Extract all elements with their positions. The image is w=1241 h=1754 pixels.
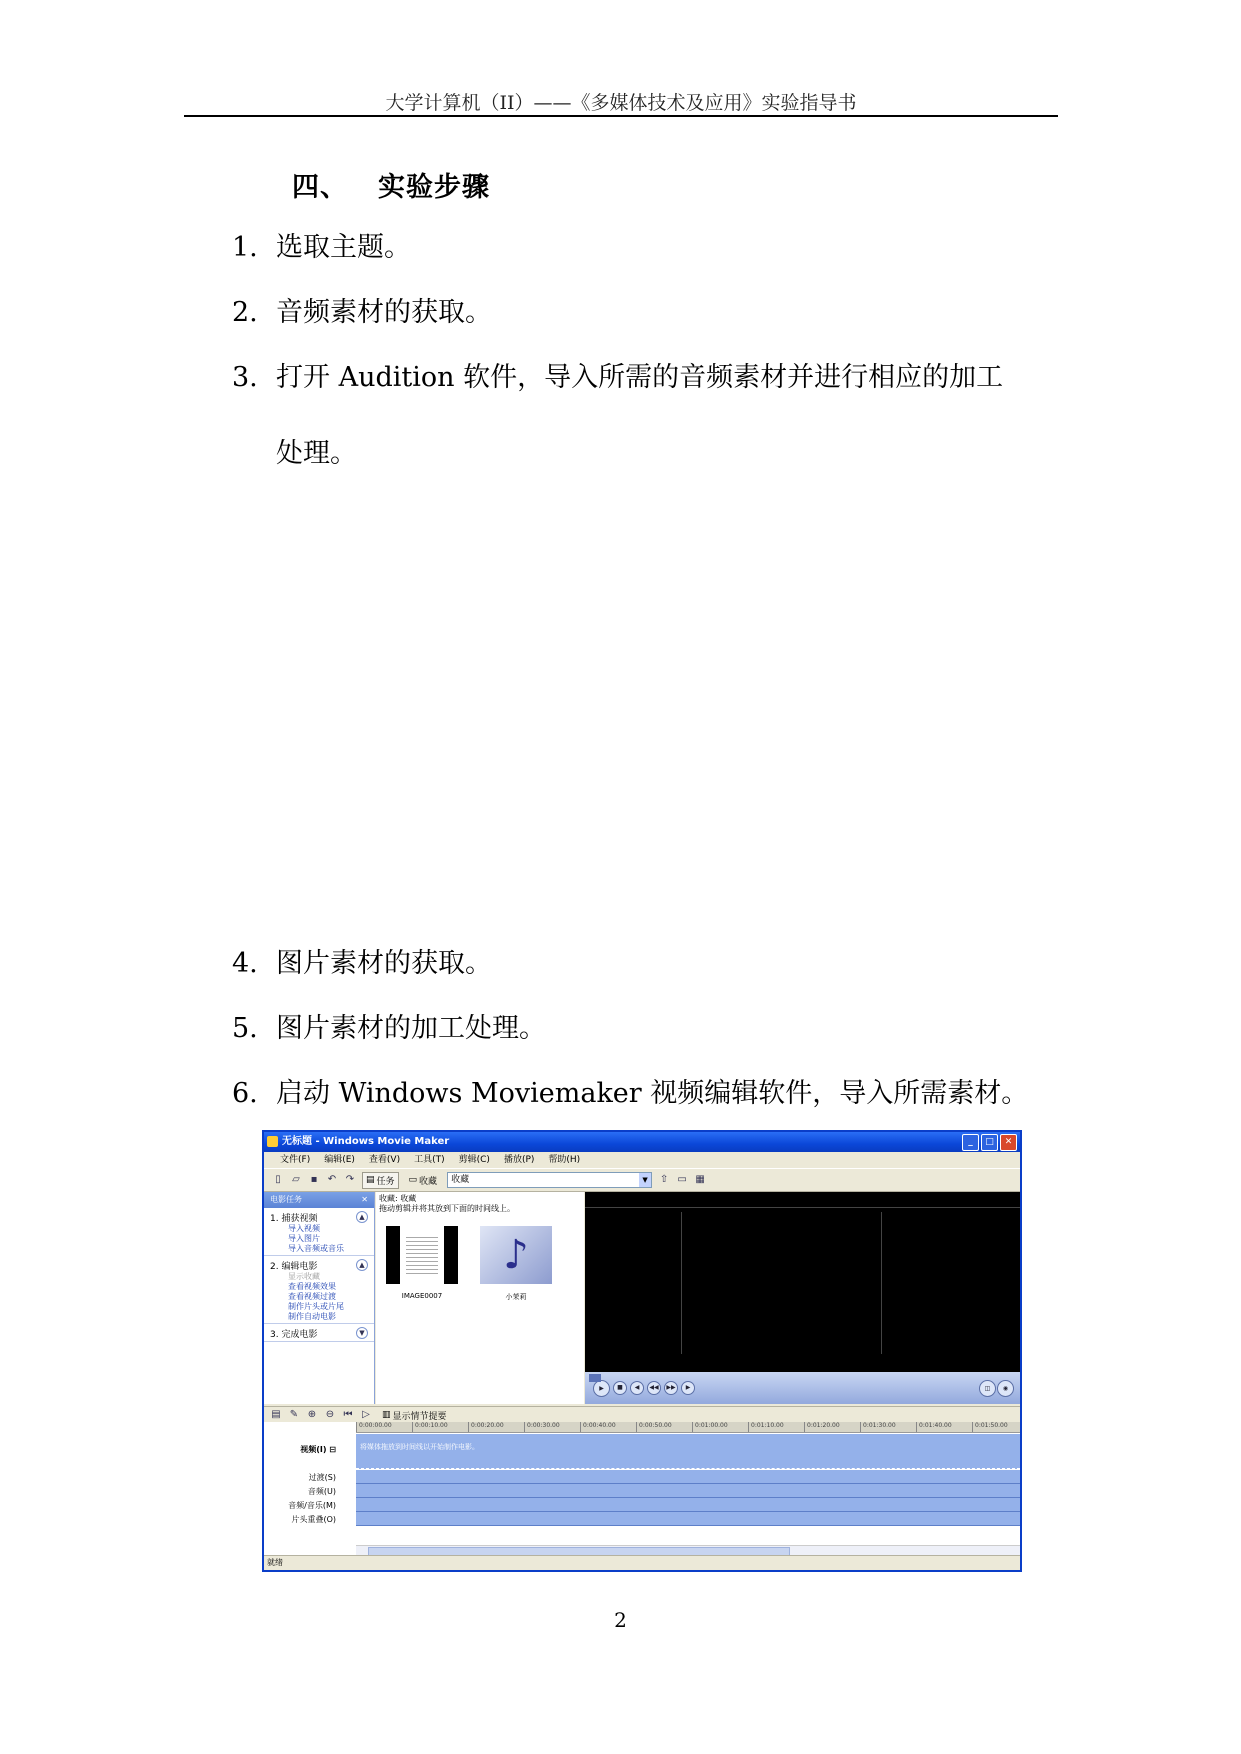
track-video[interactable]: [356, 1434, 1020, 1469]
music-note-icon: ♪: [480, 1226, 552, 1284]
step-5: 5. 图片素材的加工处理。: [232, 1013, 546, 1044]
play-icon[interactable]: ▶: [593, 1380, 610, 1397]
window-title: 无标题 - Windows Movie Maker: [282, 1136, 450, 1147]
task-group-capture: 1. 捕获视频 ▲ 导入视频 导入图片 导入音频或音乐: [264, 1208, 374, 1256]
step-3-continuation: 处理。: [276, 438, 357, 469]
page-number: 2: [614, 1608, 627, 1632]
track-audio[interactable]: [356, 1484, 1020, 1498]
fast-forward-icon[interactable]: ▶▶: [664, 1381, 678, 1395]
movie-tasks-header: 电影任务 ✕: [264, 1192, 374, 1208]
timeline: [264, 1422, 1020, 1556]
collection-hint: 拖动剪辑并将其放到下面的时间线上。: [379, 1204, 515, 1213]
step-4: 4. 图片素材的获取。: [232, 948, 492, 979]
play-timeline-icon[interactable]: ▷: [362, 1409, 370, 1420]
timeline-hint: 将媒体拖放到时间线以开始制作电影。: [360, 1443, 479, 1451]
task-group-finish: 3. 完成电影 ▼: [264, 1324, 374, 1342]
task-link-titles-credits[interactable]: 制作片头或片尾: [288, 1302, 344, 1311]
step-3: 3. 打开 Audition 软件，导入所需的音频素材并进行相应的加工: [232, 362, 1004, 393]
task-link-show-collections: 显示收藏: [288, 1272, 320, 1281]
seek-slider[interactable]: [589, 1374, 601, 1382]
moviemaker-window: [262, 1130, 1022, 1572]
zoom-in-icon[interactable]: ⊕: [307, 1409, 317, 1420]
zoom-out-icon[interactable]: ⊖: [325, 1409, 335, 1420]
redo-icon[interactable]: ↷: [345, 1174, 355, 1185]
track-label-transition: 过渡(S): [308, 1473, 336, 1482]
track-label-title-overlay: 片头重叠(O): [291, 1515, 336, 1524]
maximize-button[interactable]: □: [981, 1134, 998, 1151]
step-6: 6. 启动 Windows Moviemaker 视频编辑软件，导入所需素材。: [232, 1078, 1029, 1109]
menu-bar: [264, 1152, 1020, 1168]
snapshot-icon[interactable]: ◉: [997, 1380, 1014, 1397]
chevron-down-icon[interactable]: ▼: [356, 1327, 368, 1339]
narrate-icon[interactable]: ✎: [289, 1409, 299, 1420]
preview-monitor: [585, 1192, 1020, 1404]
status-bar: 就绪: [264, 1555, 1020, 1570]
up-level-icon[interactable]: ⇧: [659, 1174, 669, 1185]
folder-icon: ▭: [408, 1175, 418, 1185]
task-group-edit: 2. 编辑电影 ▲ 显示收藏 查看视频效果 查看视频过渡 制作片头或片尾 制作自动电影: [264, 1256, 374, 1324]
task-link-import-audio[interactable]: 导入音频或音乐: [288, 1244, 344, 1253]
close-pane-icon[interactable]: ✕: [361, 1195, 368, 1204]
task-link-import-video[interactable]: 导入视频: [288, 1224, 320, 1233]
save-project-icon[interactable]: ▪: [310, 1174, 318, 1185]
show-storyboard-button[interactable]: ▥ 显示情节提要: [382, 1410, 447, 1422]
moviemaker-icon: [267, 1136, 278, 1147]
chevron-up-icon[interactable]: ▲: [356, 1259, 368, 1271]
movie-tasks-pane: [264, 1192, 375, 1404]
stop-icon[interactable]: ■: [613, 1381, 627, 1395]
collection-pane: [376, 1192, 584, 1404]
track-label-video: 视频(I) ⊟: [300, 1445, 336, 1454]
clip-thumbnail: [386, 1226, 458, 1284]
collections-button[interactable]: ▭ 收藏: [408, 1175, 438, 1187]
task-link-video-effects[interactable]: 查看视频效果: [288, 1282, 336, 1291]
views-icon[interactable]: ▦: [695, 1174, 705, 1185]
page-header: 大学计算机（II）——《多媒体技术及应用》实验指导书: [385, 92, 857, 114]
section-title: 实验步骤: [378, 172, 490, 203]
rewind-icon[interactable]: ◀◀: [647, 1381, 661, 1395]
menu-tools[interactable]: 工具(T): [414, 1155, 445, 1165]
track-audio-music[interactable]: [356, 1498, 1020, 1512]
step-1: 1. 选取主题。: [232, 232, 411, 263]
tasks-button[interactable]: ▤ 任务: [362, 1172, 399, 1189]
clip-image0007[interactable]: IMAGE0007: [386, 1226, 458, 1300]
task-link-import-pictures[interactable]: 导入图片: [288, 1234, 320, 1243]
new-folder-icon[interactable]: ▭: [677, 1174, 687, 1185]
track-transition[interactable]: [356, 1470, 1020, 1484]
menu-edit[interactable]: 编辑(E): [324, 1155, 355, 1165]
minimize-button[interactable]: _: [962, 1134, 979, 1151]
task-link-video-transitions[interactable]: 查看视频过渡: [288, 1292, 336, 1301]
close-button[interactable]: ✕: [1000, 1134, 1017, 1151]
task-link-automovie[interactable]: 制作自动电影: [288, 1312, 336, 1321]
menu-clip[interactable]: 剪辑(C): [458, 1155, 490, 1165]
clip-xiaomoli[interactable]: ♪ 小茉莉: [480, 1226, 552, 1302]
collection-title: 收藏: 收藏: [379, 1194, 417, 1203]
menu-play[interactable]: 播放(P): [503, 1155, 535, 1165]
timeline-toolbar: [264, 1406, 1020, 1423]
menu-file[interactable]: 文件(F): [280, 1155, 311, 1165]
menu-help[interactable]: 帮助(H): [548, 1155, 581, 1165]
section-number: 四、: [292, 172, 348, 203]
split-clip-icon[interactable]: ◫: [979, 1380, 996, 1397]
timeline-menu-icon[interactable]: ▤: [271, 1409, 281, 1420]
playback-controls: [585, 1372, 1020, 1404]
track-label-audio-music: 音频/音乐(M): [288, 1501, 336, 1510]
track-label-audio: 音频(U): [307, 1487, 336, 1496]
previous-frame-icon[interactable]: ◀: [630, 1381, 644, 1395]
undo-icon[interactable]: ↶: [327, 1174, 337, 1185]
toolbar: [264, 1168, 1020, 1192]
chevron-down-icon: ▼: [639, 1173, 651, 1187]
chevron-up-icon[interactable]: ▲: [356, 1211, 368, 1223]
open-project-icon[interactable]: ▱: [292, 1174, 300, 1185]
step-2: 2. 音频素材的获取。: [232, 297, 492, 328]
menu-view[interactable]: 查看(V): [368, 1155, 401, 1165]
time-ruler: 0:00:00.00 0:00:10.00 0:00:20.00 0:00:30.00 0:00:40.00 0:00:50.00 0:01:00.00 0:01:10.00 0:01:20.00 0:01:30.00 0:01:40.00 0:01:50.00: [356, 1422, 1020, 1433]
title-bar: [264, 1132, 1020, 1152]
track-title-overlay[interactable]: [356, 1512, 1020, 1526]
section-heading: [292, 165, 490, 204]
rewind-timeline-icon[interactable]: ⏮: [343, 1409, 353, 1420]
storyboard-icon: ▥: [382, 1410, 391, 1420]
header-rule: [184, 115, 1058, 117]
tasks-icon: ▤: [366, 1175, 375, 1185]
collection-select[interactable]: 收藏 ▼: [447, 1172, 652, 1188]
next-frame-icon[interactable]: ▶: [681, 1381, 695, 1395]
new-project-icon[interactable]: ▯: [275, 1174, 281, 1185]
